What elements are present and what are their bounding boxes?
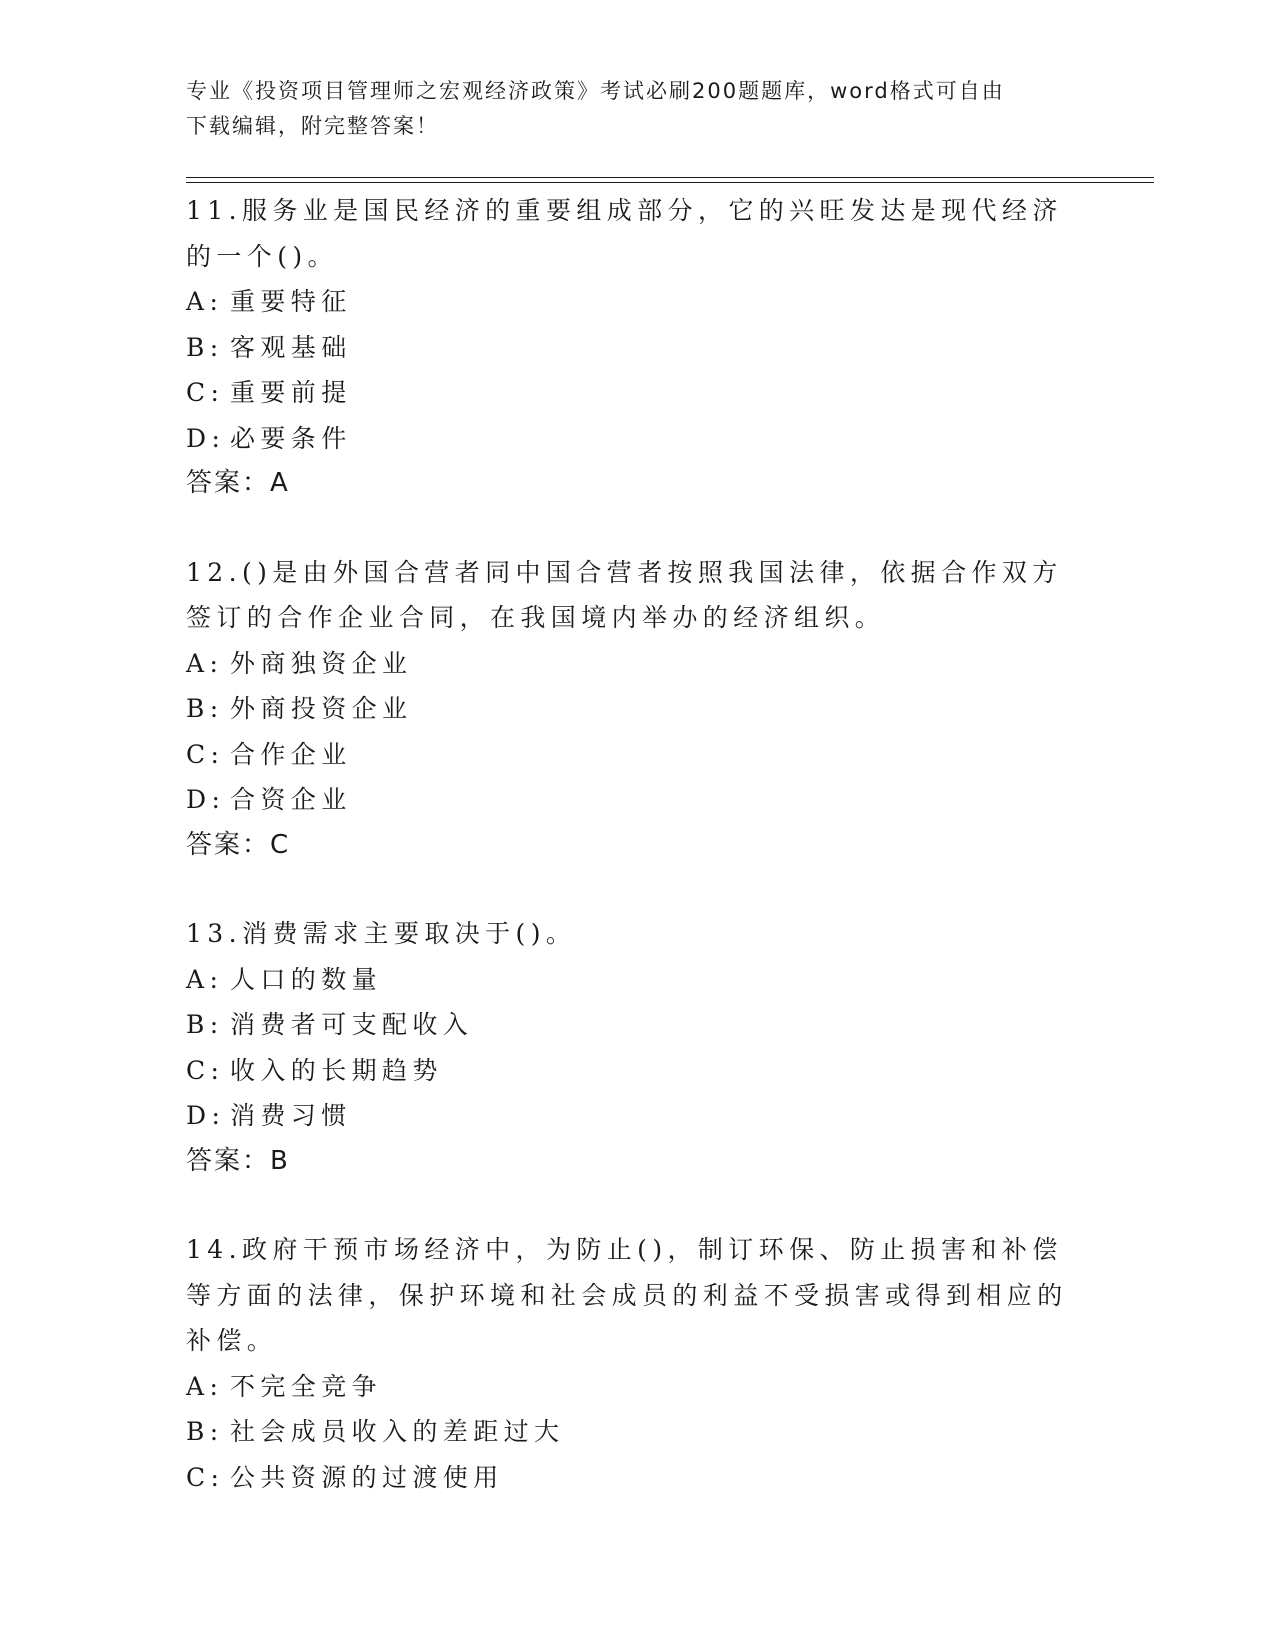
option-key: B: [186,694,224,723]
question-stem: 14.政府干预市场经济中，为防止()，制订环保、防止损害和补偿等方面的法律，保护环境和社会成员的利益不受损害或得到相应的补偿。 [186,1235,1068,1355]
option-d [186,416,1086,462]
option-text: 收入的长期趋势 [230,1055,443,1085]
option-c [186,732,1086,778]
option-c [186,370,1086,416]
option-key: C: [186,1055,225,1085]
option-key: B: [186,1417,224,1446]
question-list [186,188,1086,1543]
option-text: 客观基础 [230,332,352,362]
option-c [186,1048,1086,1094]
option-text: 必要条件 [230,423,352,453]
option-a [186,1364,1086,1410]
option-a [186,279,1086,325]
option-key: B: [186,332,224,362]
option-key: A: [186,648,224,678]
question-11 [186,188,1086,507]
option-text: 消费习惯 [230,1101,352,1130]
question-13 [186,911,1086,1184]
option-b [186,1002,1086,1048]
header-title-line-1: 专业《投资项目管理师之宏观经济政策》考试必刷200题题库，word格式可自由 [186,79,1005,103]
option-text: 消费者可支配收入 [230,1010,474,1039]
option-c [186,1455,1086,1501]
option-key: B: [186,1010,224,1039]
option-text: 外商独资企业 [230,648,413,678]
option-text: 重要前提 [230,378,352,407]
option-text: 人口的数量 [230,964,383,994]
question-stem: 13.消费需求主要取决于()。 [186,919,577,948]
option-text: 不完全竞争 [230,1371,383,1401]
option-key: C: [186,378,225,407]
option-key: A: [186,964,224,994]
option-b [186,686,1086,732]
header-divider-top [186,177,1154,178]
option-b [186,325,1086,371]
option-d [186,1093,1086,1139]
option-key: A: [186,1371,224,1401]
header-divider-bottom [186,182,1154,183]
header-title-line-2: 下载编辑，附完整答案！ [186,114,439,138]
question-stem: 11.服务业是国民经济的重要组成部分，它的兴旺发达是现代经济的一个()。 [186,196,1063,271]
option-key: D: [186,1101,226,1130]
question-12 [186,550,1086,869]
option-text: 合资企业 [230,785,352,814]
document-header [186,74,1066,144]
answer-line: 答案：C [186,829,291,860]
question-stem: 12.()是由外国合营者同中国合营者按照我国法律，依据合作双方签订的合作企业合同，在我国境内举办的经济组织。 [186,557,1063,632]
option-text: 外商投资企业 [230,694,413,723]
option-key: D: [186,785,226,814]
answer-line: 答案：B [186,1145,290,1176]
option-a [186,957,1086,1003]
option-key: D: [186,423,226,453]
option-key: A: [186,287,224,316]
option-b [186,1409,1086,1455]
answer-line: 答案：A [186,468,290,498]
option-text: 公共资源的过渡使用 [230,1462,504,1492]
option-text: 重要特征 [230,287,352,316]
question-14 [186,1227,1086,1500]
option-key: C: [186,739,225,769]
option-a [186,641,1086,687]
option-text: 社会成员收入的差距过大 [230,1417,565,1446]
option-d [186,777,1086,823]
option-key: C: [186,1462,225,1492]
option-text: 合作企业 [230,739,352,769]
